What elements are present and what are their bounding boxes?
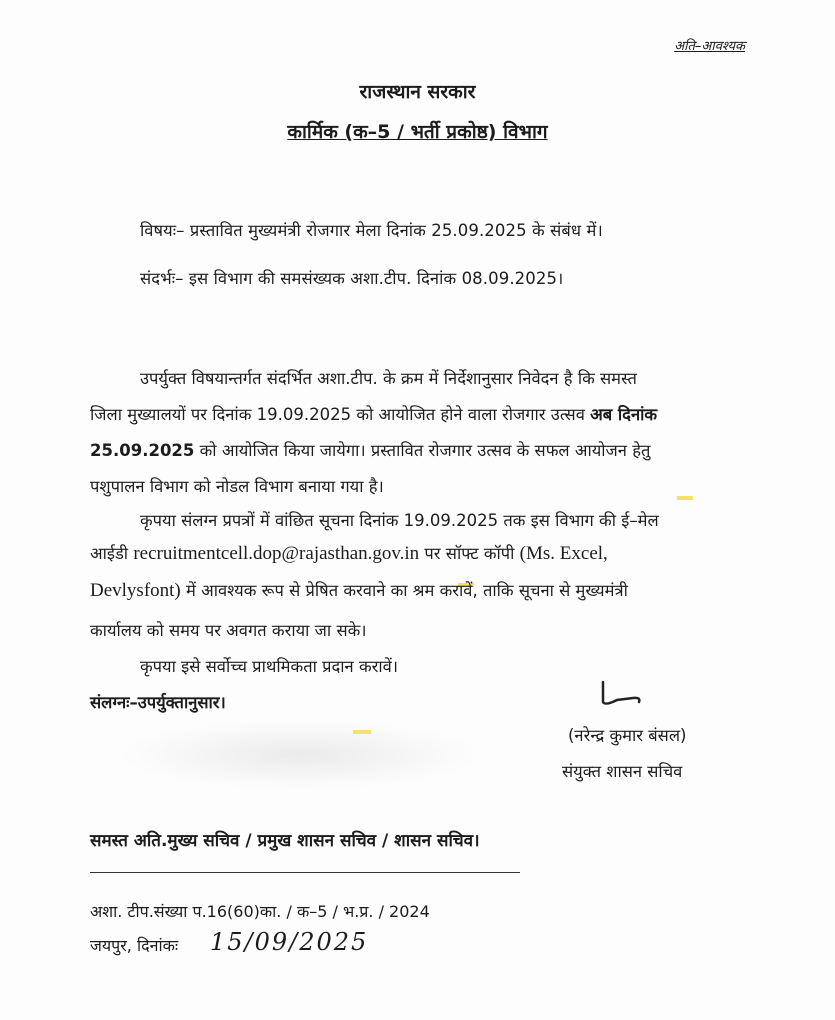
- document-number: अशा. टीप.संख्या प.16(60)का. / क–5 / भ.प्र. / 2024: [90, 902, 430, 921]
- format-note: (Ms. Excel,: [519, 543, 608, 564]
- paragraph-1-line-2: [90, 402, 657, 425]
- signature-mark: [597, 680, 647, 715]
- paragraph-1-line-2-text: जिला मुख्यालयों पर दिनांक 19.09.2025 को आयोजित होने वाला रोजगार उत्सव: [90, 405, 591, 424]
- scan-smudge: [120, 720, 480, 790]
- signature-icon: [597, 680, 647, 708]
- subject-line: विषयः– प्रस्तावित मुख्यमंत्री रोजगार मेला दिनांक 25.09.2025 के संबंध में।: [140, 221, 603, 240]
- email-address: recruitmentcell.dop@rajasthan.gov.in: [133, 543, 420, 564]
- reference-line: संदर्भः– इस विभाग की समसंख्यक अशा.टीप. दिनांक 08.09.2025।: [140, 269, 564, 288]
- urgency-label: अति–आवश्यक: [674, 39, 745, 54]
- paragraph-2-line-2-text: आईडी: [90, 544, 134, 563]
- paragraph-2-line-3-text: में आवश्यक रूप से प्रेषित करवाने का श्रम करावें, ताकि सूचना से मुख्यमंत्री: [180, 581, 628, 600]
- highlight-mark: [353, 730, 371, 734]
- recipients-line: समस्त अति.मुख्य सचिव / प्रमुख शासन सचिव / शासन सचिव।: [90, 831, 480, 851]
- paragraph-2-line-1: कृपया संलग्न प्रपत्रों में वांछित सूचना दिनांक 19.09.2025 तक इस विभाग की ई–मेल: [140, 511, 659, 530]
- department-heading: कार्मिक (क–5 / भर्ती प्रकोष्ठ) विभाग: [287, 121, 548, 143]
- paragraph-2-line-2: [90, 541, 608, 565]
- government-heading: राजस्थान सरकार: [359, 81, 476, 103]
- signatory-name: (नरेन्द्र कुमार बंसल): [568, 726, 687, 745]
- paragraph-2-line-2-text-b: पर सॉफ्ट कॉपी: [419, 544, 520, 563]
- handwritten-date: 15/09/2025: [210, 928, 369, 956]
- highlight-mark: [677, 496, 693, 500]
- enclosure-note: संलग्नः–उपर्युक्तानुसार।: [90, 693, 226, 712]
- font-note: Devlysfont): [90, 580, 181, 601]
- new-event-date: 25.09.2025: [90, 441, 195, 460]
- new-date-phrase: अब दिनांक: [590, 405, 658, 424]
- separator-rule: [90, 872, 520, 873]
- date-label: जयपुर, दिनांकः: [90, 936, 179, 955]
- paragraph-1-line-3: [90, 438, 650, 461]
- paragraph-1-line-3-text: को आयोजित किया जायेगा। प्रस्तावित रोजगार उत्सव के सफल आयोजन हेतु: [194, 441, 651, 460]
- paragraph-1-line-4: पशुपालन विभाग को नोडल विभाग बनाया गया है।: [90, 477, 384, 496]
- paragraph-2-line-3: [90, 578, 628, 602]
- signatory-designation: संयुक्त शासन सचिव: [562, 762, 683, 781]
- paragraph-3: कृपया इसे सर्वोच्च प्राथमिकता प्रदान करावें।: [140, 657, 399, 676]
- paragraph-2-line-4: कार्यालय को समय पर अवगत कराया जा सके।: [90, 621, 367, 640]
- paragraph-1-line-1: उपर्युक्त विषयान्तर्गत संदर्भित अशा.टीप. के क्रम में निर्देशानुसार निवेदन है कि समस्त: [140, 369, 637, 388]
